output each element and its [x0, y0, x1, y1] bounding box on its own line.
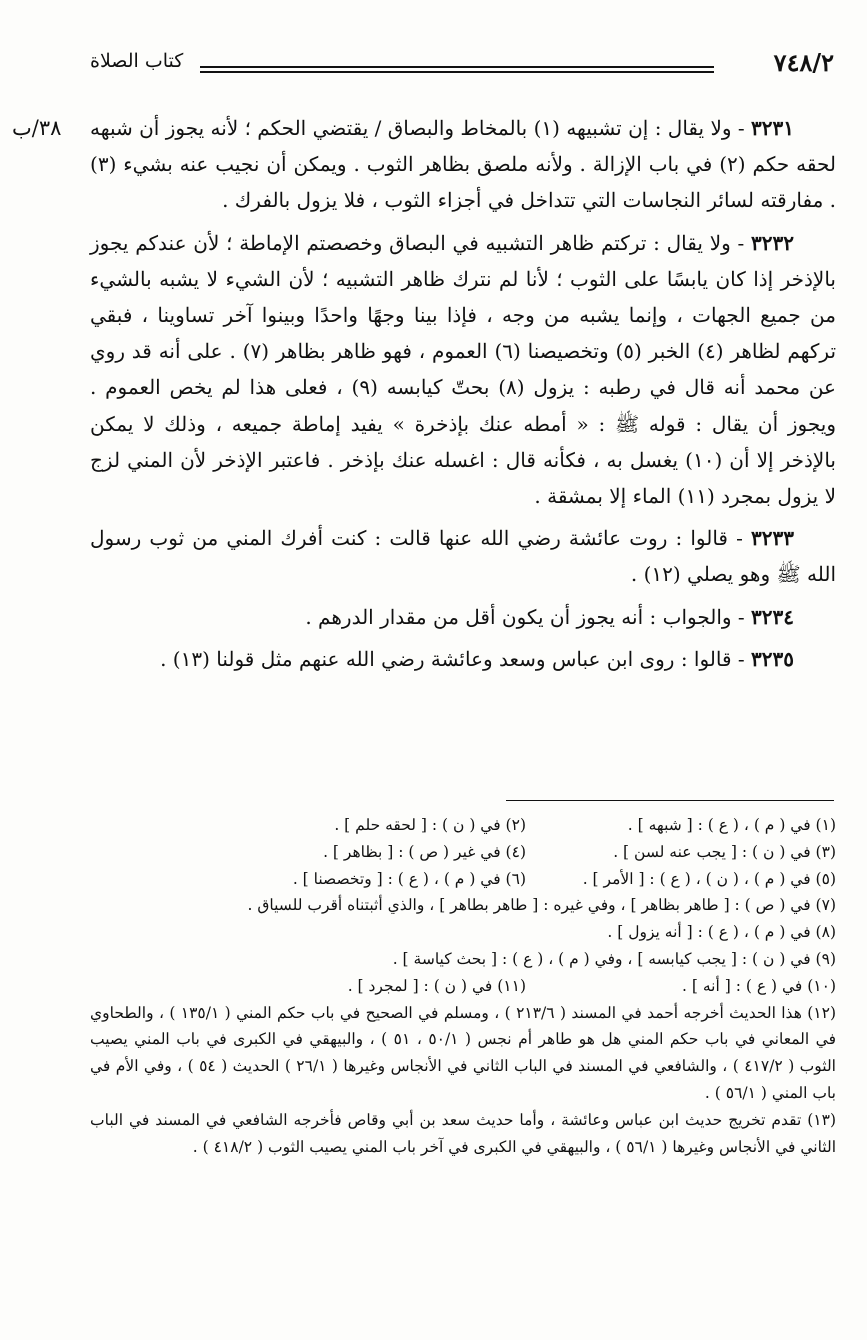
main-text: [90, 110, 836, 683]
paragraph-3231: [90, 110, 836, 219]
footnote-13: (١٣) تقدم تخريج حديث ابن عباس وعائشة ، وأما حديث سعد بن أبي وقاص فأخرجه الشافعي في المسند في الباب الثاني في الأنجاس وغيرها ( ٥٦/١ ) ، والبيهقي في الكبرى في آخر باب المني يصيب الثوب ( ٤١٨/٢ ) .: [90, 1110, 836, 1156]
paragraph-number: ٣٢٣٤: [751, 604, 794, 629]
paragraph-number: ٣٢٣٢: [751, 230, 794, 255]
paragraph-text: - والجواب : أنه يجوز أن يكون أقل من مقدار الدرهم .: [305, 604, 752, 629]
paragraph-3234: [90, 599, 836, 635]
paragraph-number: ٣٢٣١: [751, 116, 794, 140]
paragraph-text: - ولا يقال : تركتم ظاهر التشبيه في البصاق وخصصتم الإماطة ؛ لأن عندكم يجوز بالإذخر إذا كان يابسًا على الثوب ؛ لأنا لم نترك ظاهر التشبيه ؛ لأن الشيء لا يشبه بالشيء من جميع الجهات ، وإنما يشبه من وجه ، فإذا بينا وجهًا واحدًا وبينوا آخر تساوينا ، فبقي تركهم لظاهر (٤) الخبر (٥) وتخصيصنا (٦) العموم ، فهو ظاهر بظاهر (٧) . على أنه قد روي عن محمد أنه قال في رطبه : يزول (٨) بحتّ كيابسه (٩) ، فعلى هذا لم يخص العموم . ويجوز أن يقال : قوله ﷺ : « أمطه عنك بإذخرة » يفيد إماطة جميعه ، وذلك لا يمكن بالإذخر إلا أن (١٠) يغسل به ، فكأنه قال : اغسله عنك بإذخر . فاعتبر الإذخر لأن المني لزج لا يزول بمجرد (١١) الماء إلا بمشقة .: [90, 230, 837, 509]
footnote-1: (١) في ( م ) ، ( ع ) : [ شبهه ] .: [627, 816, 836, 834]
footnote-2: (٢) في ( ن ) : [ لحقه حلم ] .: [334, 816, 526, 834]
paragraph-text: - قالوا : روى ابن عباس وسعد وعائشة رضي الله عنهم مثل قولنا (١٣) .: [160, 646, 752, 671]
footnote-divider: [506, 800, 834, 801]
footnote-row: [90, 839, 836, 866]
footnote-5: (٥) في ( م ) ، ( ن ) ، ( ع ) : [ الأمر ] .: [582, 869, 836, 888]
paragraph-3232: [90, 225, 836, 515]
page-number: ٧٤٨/٢: [773, 48, 834, 77]
footnote-row: [90, 866, 836, 893]
paragraph-3233: [90, 520, 836, 592]
margin-folio-note: ٣٨/ب: [12, 116, 62, 140]
footnote-row: [90, 973, 836, 1000]
book-title: كتاب الصلاة: [90, 50, 184, 72]
page-header: [90, 48, 834, 88]
footnote-4: (٤) في غير ( ص ) : [ بظاهر ] .: [323, 842, 526, 861]
paragraph-number: ٣٢٣٣: [751, 526, 794, 551]
footnote-12: (١٢) هذا الحديث أخرجه أحمد في المسند ( ٢١٣/٦ ) ، ومسلم في الصحيح في باب حكم المني ( ١٣٥/١ ) ، والطحاوي في المعاني في باب حكم المني هل هو طاهر أم نجس ( ٥٠/١ ، ٥١ ) ، والبيهقي في الكبرى في باب المني يصيب الثوب ( ٤١٧/٢ ) ، والشافعي في المسند في الباب الثاني في الأنجاس وغيرها ( ٢٦/١ ) الحديث ( ٥٤ ) ، وفي الأم في باب المني ( ٥٦/١ ) .: [90, 1003, 837, 1102]
footnote-3: (٣) في ( ن ) : [ يجب عنه لسن ] .: [613, 842, 836, 861]
footnotes: [90, 812, 836, 1160]
paragraph-text: - ولا يقال : إن تشبيهه (١) بالمخاط والبصاق / يقتضي الحكم ؛ لأنه يجوز أن شبهه لحقه حكم (٢) في باب الإزالة . ولأنه ملصق بظاهر الثوب . ويمكن أن نجيب عنه بشيء (٣) . مفارقته لسائر النجاسات التي تتداخل في أجزاء الثوب ، فلا يزول بالفرك .: [90, 116, 836, 213]
footnote-row: [90, 812, 836, 839]
footnote-11: (١١) في ( ن ) : [ لمجرد ] .: [347, 976, 526, 995]
footnote-7: (٧) في ( ص ) : [ طاهر بظاهر ] ، وفي غيره : [ طاهر بطاهر ] ، والذي أثبتناه أقرب للسياق .: [247, 896, 836, 915]
paragraph-3235: [90, 641, 836, 677]
footnote-9: (٩) في ( ن ) : [ يجب كيابسه ] ، وفي ( م ) ، ( ع ) : [ بحث كياسة ] .: [392, 949, 836, 968]
footnote-8: (٨) في ( م ) ، ( ع ) : [ أنه يزول ] .: [607, 923, 836, 942]
footnote-10: (١٠) في ( ع ) : [ أنه ] .: [682, 976, 836, 995]
paragraph-text: - قالوا : روت عائشة رضي الله عنها قالت : كنت أفرك المني من ثوب رسول الله ﷺ وهو يصلي (١٢) .: [90, 526, 836, 587]
header-rule: [200, 66, 714, 73]
footnote-6: (٦) في ( م ) ، ( ع ) : [ وتخصصنا ] .: [292, 869, 526, 888]
paragraph-number: ٣٢٣٥: [751, 646, 794, 671]
